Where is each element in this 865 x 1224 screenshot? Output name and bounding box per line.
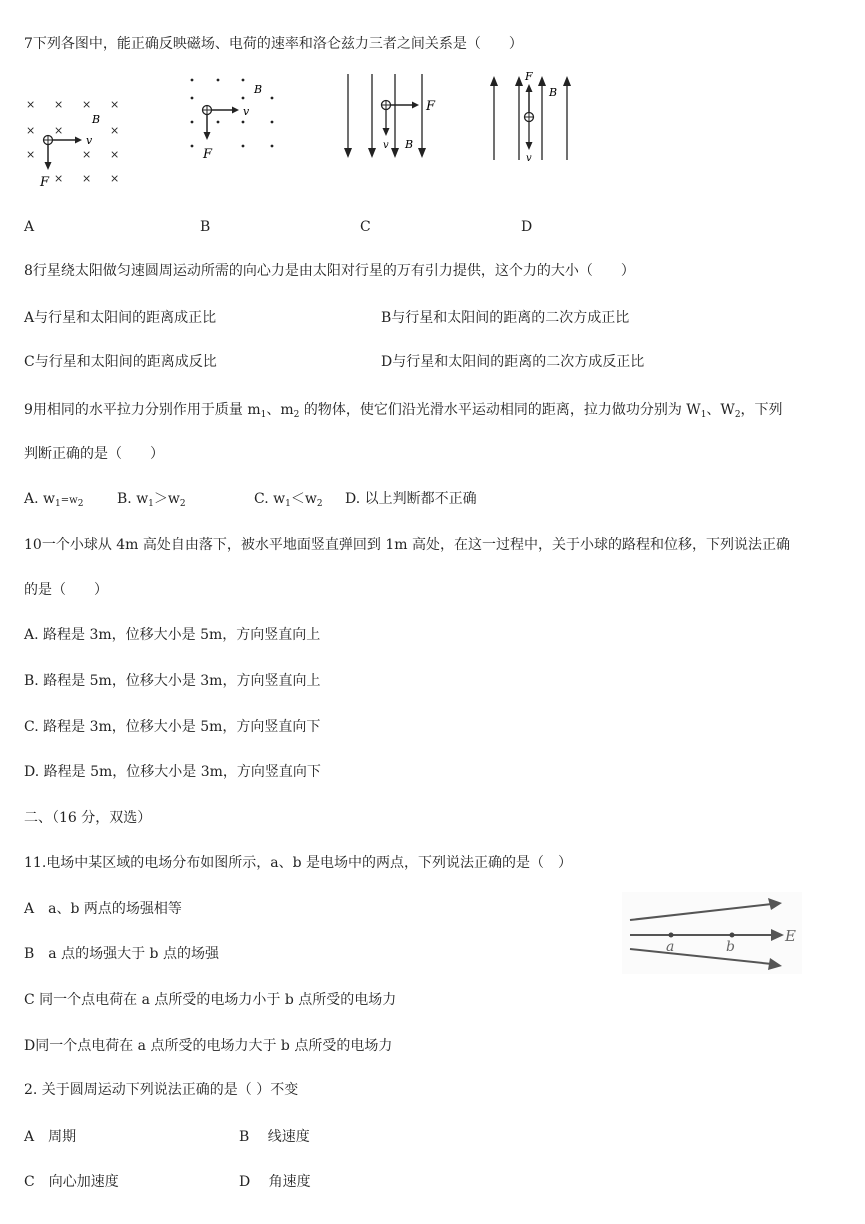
q11-option-b: B a 点的场强大于 b 点的场强 xyxy=(24,946,219,962)
svg-text:×: × xyxy=(26,124,36,137)
q7c-label-B: B xyxy=(405,138,414,151)
q10-stem: 10一个小球从 4m 高处自由落下，被水平地面竖直弹回到 1m 高处，在这一过程中，关于小球的路程和位移，下列说法正确 xyxy=(24,537,790,553)
q12-option-c: C 向心加速度 xyxy=(24,1174,119,1190)
magnetic-field-into-page-crosses xyxy=(26,98,119,185)
q7-label-b: B xyxy=(200,219,211,235)
q12-option-d: D 角速度 xyxy=(239,1174,311,1190)
q12-stem: 2. 关于圆周运动下列说法正确的是（ ）不变 xyxy=(24,1082,299,1098)
q9-option-d: D. 以上判断都不正确 xyxy=(345,491,477,507)
q10-option-a: A. 路程是 3m，位移大小是 5m，方向竖直向上 xyxy=(24,627,321,643)
q11-stem: 11.电场中某区域的电场分布如图所示，a、b 是电场中的两点，下列说法正确的是（ ） xyxy=(24,855,573,871)
q8-option-a: A与行星和太阳间的距离成正比 xyxy=(24,310,217,326)
svg-text:×: × xyxy=(26,98,36,111)
svg-text:×: × xyxy=(82,98,92,111)
field-E-label: E xyxy=(785,927,796,945)
q7-label-a: A xyxy=(24,219,35,235)
section-heading: 二、（16 分，双选） xyxy=(24,810,152,826)
q7a-label-v: v xyxy=(86,134,93,147)
svg-text:×: × xyxy=(26,148,36,161)
q7-figure-a xyxy=(20,94,135,194)
svg-text:×: × xyxy=(82,172,92,185)
q7c-label-F: F xyxy=(426,99,436,114)
q12-option-b: B 线速度 xyxy=(239,1129,310,1145)
q11-option-d: D同一个点电荷在 a 点所受的电场力大于 b 点所受的电场力 xyxy=(24,1038,393,1054)
q7-label-d: D xyxy=(521,219,533,235)
electric-field-figure xyxy=(622,892,802,974)
q7-figure-b xyxy=(185,74,285,164)
q10-option-b: B. 路程是 5m，位移大小是 3m，方向竖直向上 xyxy=(24,673,321,689)
svg-text:×: × xyxy=(54,172,64,185)
q9-option-a: A. $w_1=w_2$ xyxy=(24,491,84,509)
q9-option-c: C. $w_1<w_2$ xyxy=(254,491,323,509)
q7-stem: 7下列各图中，能正确反映磁场、电荷的速率和洛仑兹力三者之间关系是（ ） xyxy=(24,36,523,52)
point-a-label: a xyxy=(666,939,675,955)
q7a-label-F: F xyxy=(40,175,50,190)
q8-option-c: C与行星和太阳间的距离成反比 xyxy=(24,354,217,370)
q9-stem-line2: 判断正确的是（ ） xyxy=(24,446,164,462)
q8-option-b: B与行星和太阳间的距离的二次方成正比 xyxy=(381,310,630,326)
q7b-label-v: v xyxy=(243,105,250,118)
svg-text:×: × xyxy=(54,98,64,111)
q7b-label-B: B xyxy=(254,83,263,96)
svg-text:×: × xyxy=(110,98,120,111)
q10-stem-line2: 的是（ ） xyxy=(24,582,108,598)
svg-text:×: × xyxy=(110,148,120,161)
q11-option-a: A a、b 两点的场强相等 xyxy=(24,901,182,917)
q7b-label-F: F xyxy=(203,147,213,162)
q10-option-c: C. 路程是 3m，位移大小是 5m，方向竖直向下 xyxy=(24,719,321,735)
q7-label-c: C xyxy=(360,219,371,235)
q7a-label-B: B xyxy=(92,113,101,126)
q9-option-b: B. $w_1>w_2$ xyxy=(117,491,186,509)
q7c-label-v: v xyxy=(383,140,389,151)
q8-stem: 8行星绕太阳做匀速圆周运动所需的向心力是由太阳对行星的万有引力提供，这个力的大小（ ） xyxy=(24,263,635,279)
q7d-label-F: F xyxy=(525,70,533,83)
svg-text:×: × xyxy=(110,124,120,137)
q11-option-c: C 同一个点电荷在 a 点所受的电场力小于 b 点所受的电场力 xyxy=(24,992,397,1008)
svg-text:×: × xyxy=(82,148,92,161)
svg-text:×: × xyxy=(110,172,120,185)
q7d-label-B: B xyxy=(549,86,558,99)
q7d-label-v: v xyxy=(526,153,532,164)
q7-figure-c xyxy=(338,72,448,164)
q8-option-d: D与行星和太阳间的距离的二次方成反正比 xyxy=(381,354,645,370)
svg-text:×: × xyxy=(54,124,64,137)
q12-option-a: A 周期 xyxy=(24,1129,77,1145)
q9-stem: 9用相同的水平拉力分别作用于质量 $m_1$、$m_2$ 的物体，使它们沿光滑水平运动相同的距离，拉力做功分别为 $W_1$、$W_2$，下列 xyxy=(24,402,783,420)
point-b-label: b xyxy=(726,939,735,955)
q10-option-d: D. 路程是 5m，位移大小是 3m，方向竖直向下 xyxy=(24,764,321,780)
q7-figure-d xyxy=(485,68,585,168)
